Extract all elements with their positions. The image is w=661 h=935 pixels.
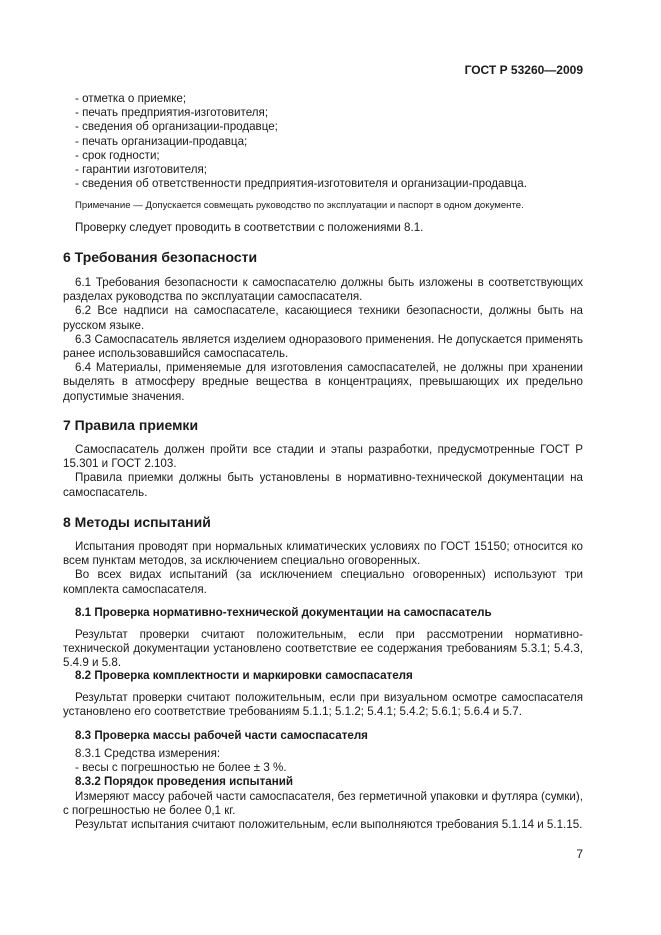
paragraph: Измеряют массу рабочей части самоспасателя, без герметичной упаковки и футляра (сумки), с погрешностью не более 0,1 кг. [63,789,583,817]
list-item: - печать предприятия-изготовителя; [75,106,269,120]
paragraph: 6.4 Материалы, применяемые для изготовления самоспасателей, не должны при хранении выделять в атмосферу вредные вещества в концентрациях, превышающих их предельно допустимые значения. [63,361,583,403]
section-8-title: 8 Методы испытаний [63,514,211,530]
subsection-8-3-title: 8.3 Проверка массы рабочей части самоспасателя [75,729,368,742]
subsection-8-3-body [63,747,583,832]
paragraph: Самоспасатель должен пройти все стадии и этапы разработки, предусмотренные ГОСТ Р 15.301 и ГОСТ 2.103. [63,443,583,471]
subsection-8-1-title: 8.1 Проверка нормативно-технической документации на самоспасатель [75,606,492,619]
paragraph: 6.1 Требования безопасности к самоспасателю должны быть изложены в соответствующих разделах руководства по эксплуатации самоспасателя. [63,276,583,304]
note [75,199,583,213]
page-number: 7 [576,847,583,861]
paragraph: 6.2 Все надписи на самоспасателе, касающиеся техники безопасности, должны быть на русском языке. [63,304,583,332]
subsection-8-2-title: 8.2 Проверка комплектности и маркировки самоспасателя [75,669,413,682]
section-6-title: 6 Требования безопасности [63,249,258,265]
paragraph: 8.3.1 Средства измерения: [75,747,221,760]
paragraph: Результат проверки считают положительным, если при визуальном осмотре самоспасателя установлено его соответствие требованиям 5.1.1; 5.1.2; 5.4.1; 5.4.2; 5.6.1; 5.6.4 и 5.7. [63,691,583,719]
list-item: - гарантии изготовителя; [75,163,208,177]
paragraph: Испытания проводят при нормальных климатических условиях по ГОСТ 15150; относится ко всем пунктам методов, за исключением специально оговоренных. [63,540,583,568]
paragraph: Правила приемки должны быть установлены в нормативно-технической документации на самоспасатель. [63,471,583,499]
section-8-body [63,540,583,597]
note-label: Примечание [75,200,131,211]
document-header: ГОСТ Р 53260—2009 [464,63,583,77]
subsection-8-3-2-title: 8.3.2 Порядок проведения испытаний [75,775,293,789]
subsection-8-2-body [63,691,583,719]
list-item: - весы с погрешностью не более ± 3 %. [75,761,287,775]
subsection-8-1-body [63,628,583,671]
section-7-title: 7 Правила приемки [63,417,199,433]
list-item: - печать организации-продавца; [75,134,248,148]
list-block [75,92,583,191]
note-text: — Допускается совмещать руководство по эксплуатации и паспорт в одном документе. [133,200,524,211]
paragraph: Результат проверки считают положительным, если при рассмотрении нормативно-технической документации установлено соответствие ее содержания требованиям 5.3.1; 5.4.3, 5.4.9 и 5.8. [63,628,583,670]
section-6-body [63,276,583,404]
list-item: - сведения об организации-продавце; [75,120,278,134]
section-7-body [63,443,583,500]
list-item: - срок годности; [75,148,160,162]
check-paragraph: Проверку следует проводить в соответствии с положениями 8.1. [75,221,424,234]
paragraph: Во всех видах испытаний (за исключением специально оговоренных) используют три комплекта самоспасателя. [63,568,583,596]
list-item: - отметка о приемке; [75,92,187,105]
paragraph: Результат испытания считают положительным, если выполняются требования 5.1.14 и 5.1.15. [75,818,583,832]
list-item: - сведения об ответственности предприятия-изготовителя и организации-продавца. [75,177,527,191]
paragraph: 6.3 Самоспасатель является изделием одноразового применения. Не допускается применять ранее использовавшийся самоспасатель. [63,332,583,361]
